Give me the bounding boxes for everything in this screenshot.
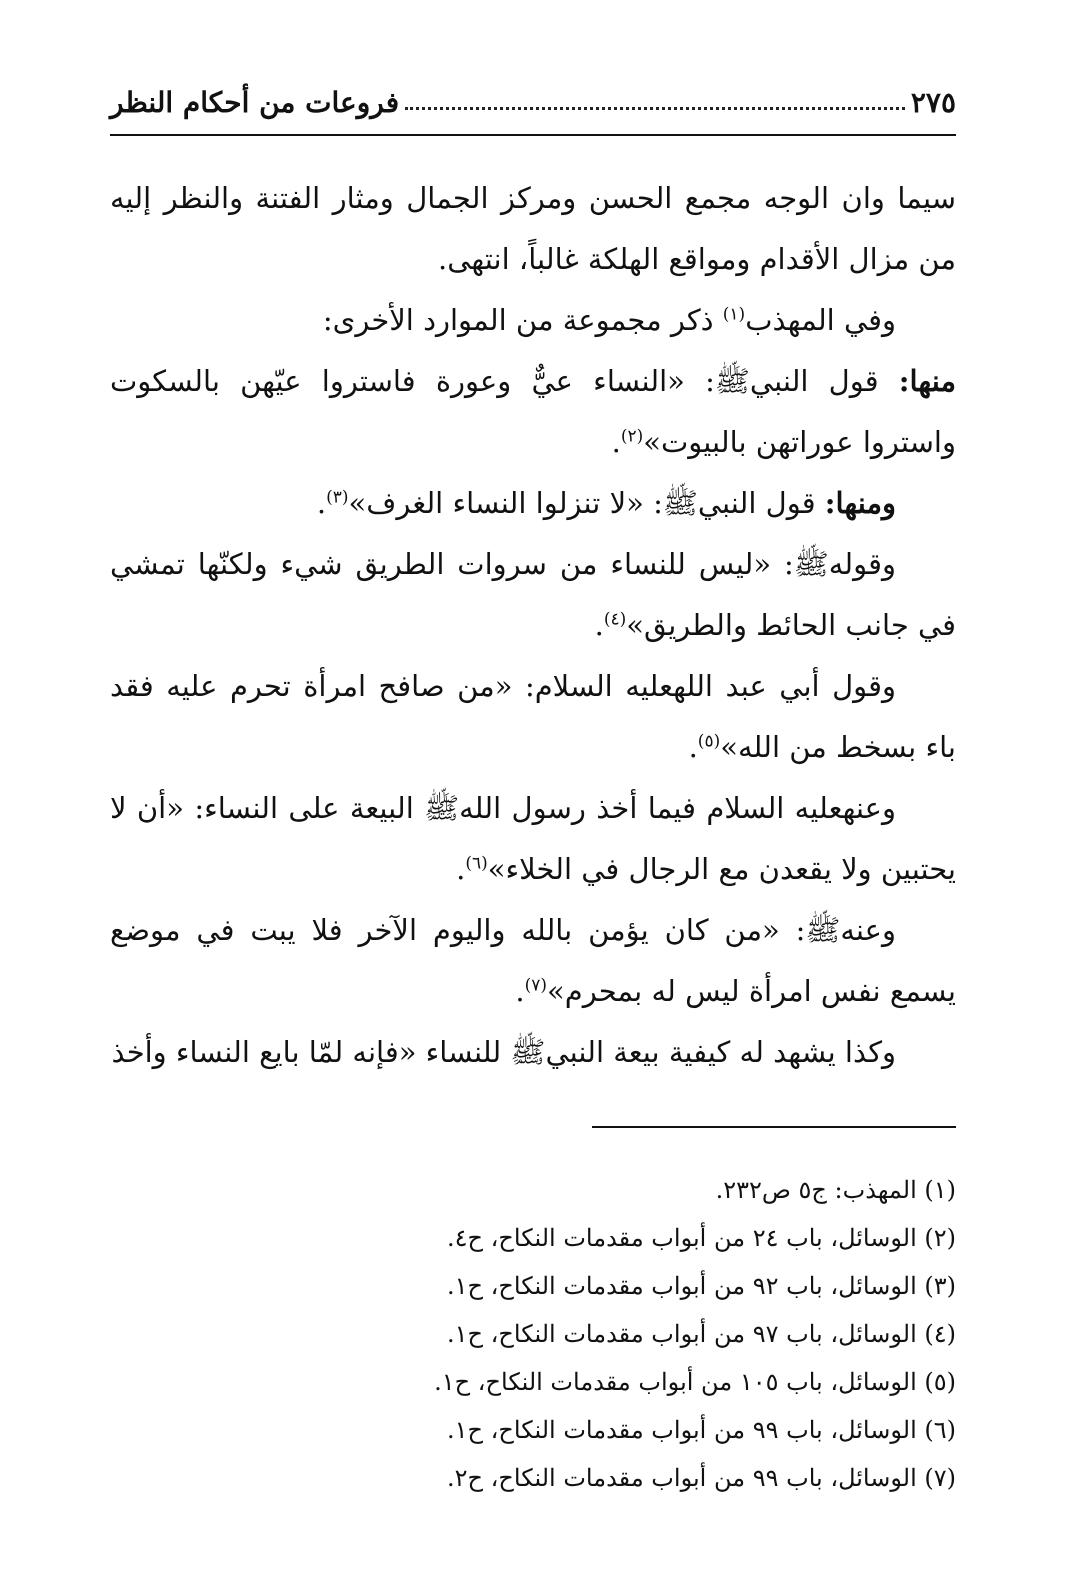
footnote-7: (٧) الوسائل، باب ٩٩ من أبواب مقدمات النكاح، ح٢. <box>447 1464 956 1492</box>
footnote-2: (٢) الوسائل، باب ٢٤ من أبواب مقدمات النكاح، ح٤. <box>447 1224 956 1252</box>
paragraph-5: وقولهﷺ: «ليس للنساء من سروات الطريق شيء ولكنّها تمشي في جانب الحائط والطريق»$^{(٤)}$. <box>110 547 956 642</box>
footnotes <box>110 1166 956 1502</box>
footnote-3: (٣) الوسائل، باب ٩٢ من أبواب مقدمات النكاح، ح١. <box>447 1272 956 1300</box>
footnote-separator <box>592 1126 956 1128</box>
footnote-1: (١) المهذب: ج٥ ص٢٣٢. <box>715 1176 956 1204</box>
footnote-ref-1: (١) <box>722 304 746 325</box>
main-text <box>110 168 956 1083</box>
footnote-ref-4: (٤) <box>603 609 627 630</box>
footnote-ref-3: (٣) <box>326 487 349 508</box>
paragraph-2: وفي المهذب$^{(١)}$ ذكر مجموعة من الموارد الأخرى: <box>322 303 896 337</box>
footnote-5: (٥) الوسائل، باب ١٠٥ من أبواب مقدمات النكاح، ح١. <box>434 1368 956 1396</box>
paragraph-4: ومنها: قول النبيﷺ: «لا تنزلوا النساء الغرف»$^{(٣)}$. <box>316 486 896 520</box>
running-title: فروعات من أحكام النظر <box>110 85 400 119</box>
paragraph-3: منها: قول النبيﷺ: «النساء عيٌّ وعورة فاستروا عيّهن بالسكوت واستروا عوراتهن بالبيوت»$^{(٢)}$. <box>110 364 956 459</box>
paragraph-7: وعنهعليه السلام فيما أخذ رسول اللهﷺ البيعة على النساء: «أن لا يحتبين ولا يقعدن مع الرجال في الخلاء»$^{(٦)}$. <box>110 791 956 886</box>
running-header <box>110 72 956 132</box>
paragraph-6: وقول أبي عبد اللهعليه السلام: «من صافح امرأة تحرم عليه فقد باء بسخط من الله»$^{(٥)}$. <box>110 669 956 764</box>
footnote-ref-5: (٥) <box>697 731 721 752</box>
paragraph-9: وكذا يشهد له كيفية بيعة النبيﷺ للنساء «فإنه لمّا بايع النساء وأخذ <box>111 1035 896 1069</box>
paragraph-8: وعنهﷺ: «من كان يؤمن بالله واليوم الآخر فلا يبت في موضع يسمع نفس امرأة ليس له بمحرم»$^{(٧)}$. <box>110 913 956 1008</box>
page-number: ٢٧٥ <box>910 85 956 119</box>
paragraph-1: سيما وان الوجه مجمع الحسن ومركز الجمال ومثار الفتنة والنظر إليه من مزال الأقدام ومواقع الهلكة غالباً، انتهى. <box>110 181 956 276</box>
footnote-ref-6: (٦) <box>465 853 488 874</box>
footnote-6: (٦) الوسائل، باب ٩٩ من أبواب مقدمات النكاح، ح١. <box>447 1416 956 1444</box>
footnote-ref-7: (٧) <box>524 975 547 996</box>
footnote-ref-2: (٢) <box>620 426 644 447</box>
dot-leader <box>405 107 905 110</box>
header-rule <box>110 134 956 136</box>
footnote-4: (٤) الوسائل، باب ٩٧ من أبواب مقدمات النكاح، ح١. <box>447 1320 956 1348</box>
